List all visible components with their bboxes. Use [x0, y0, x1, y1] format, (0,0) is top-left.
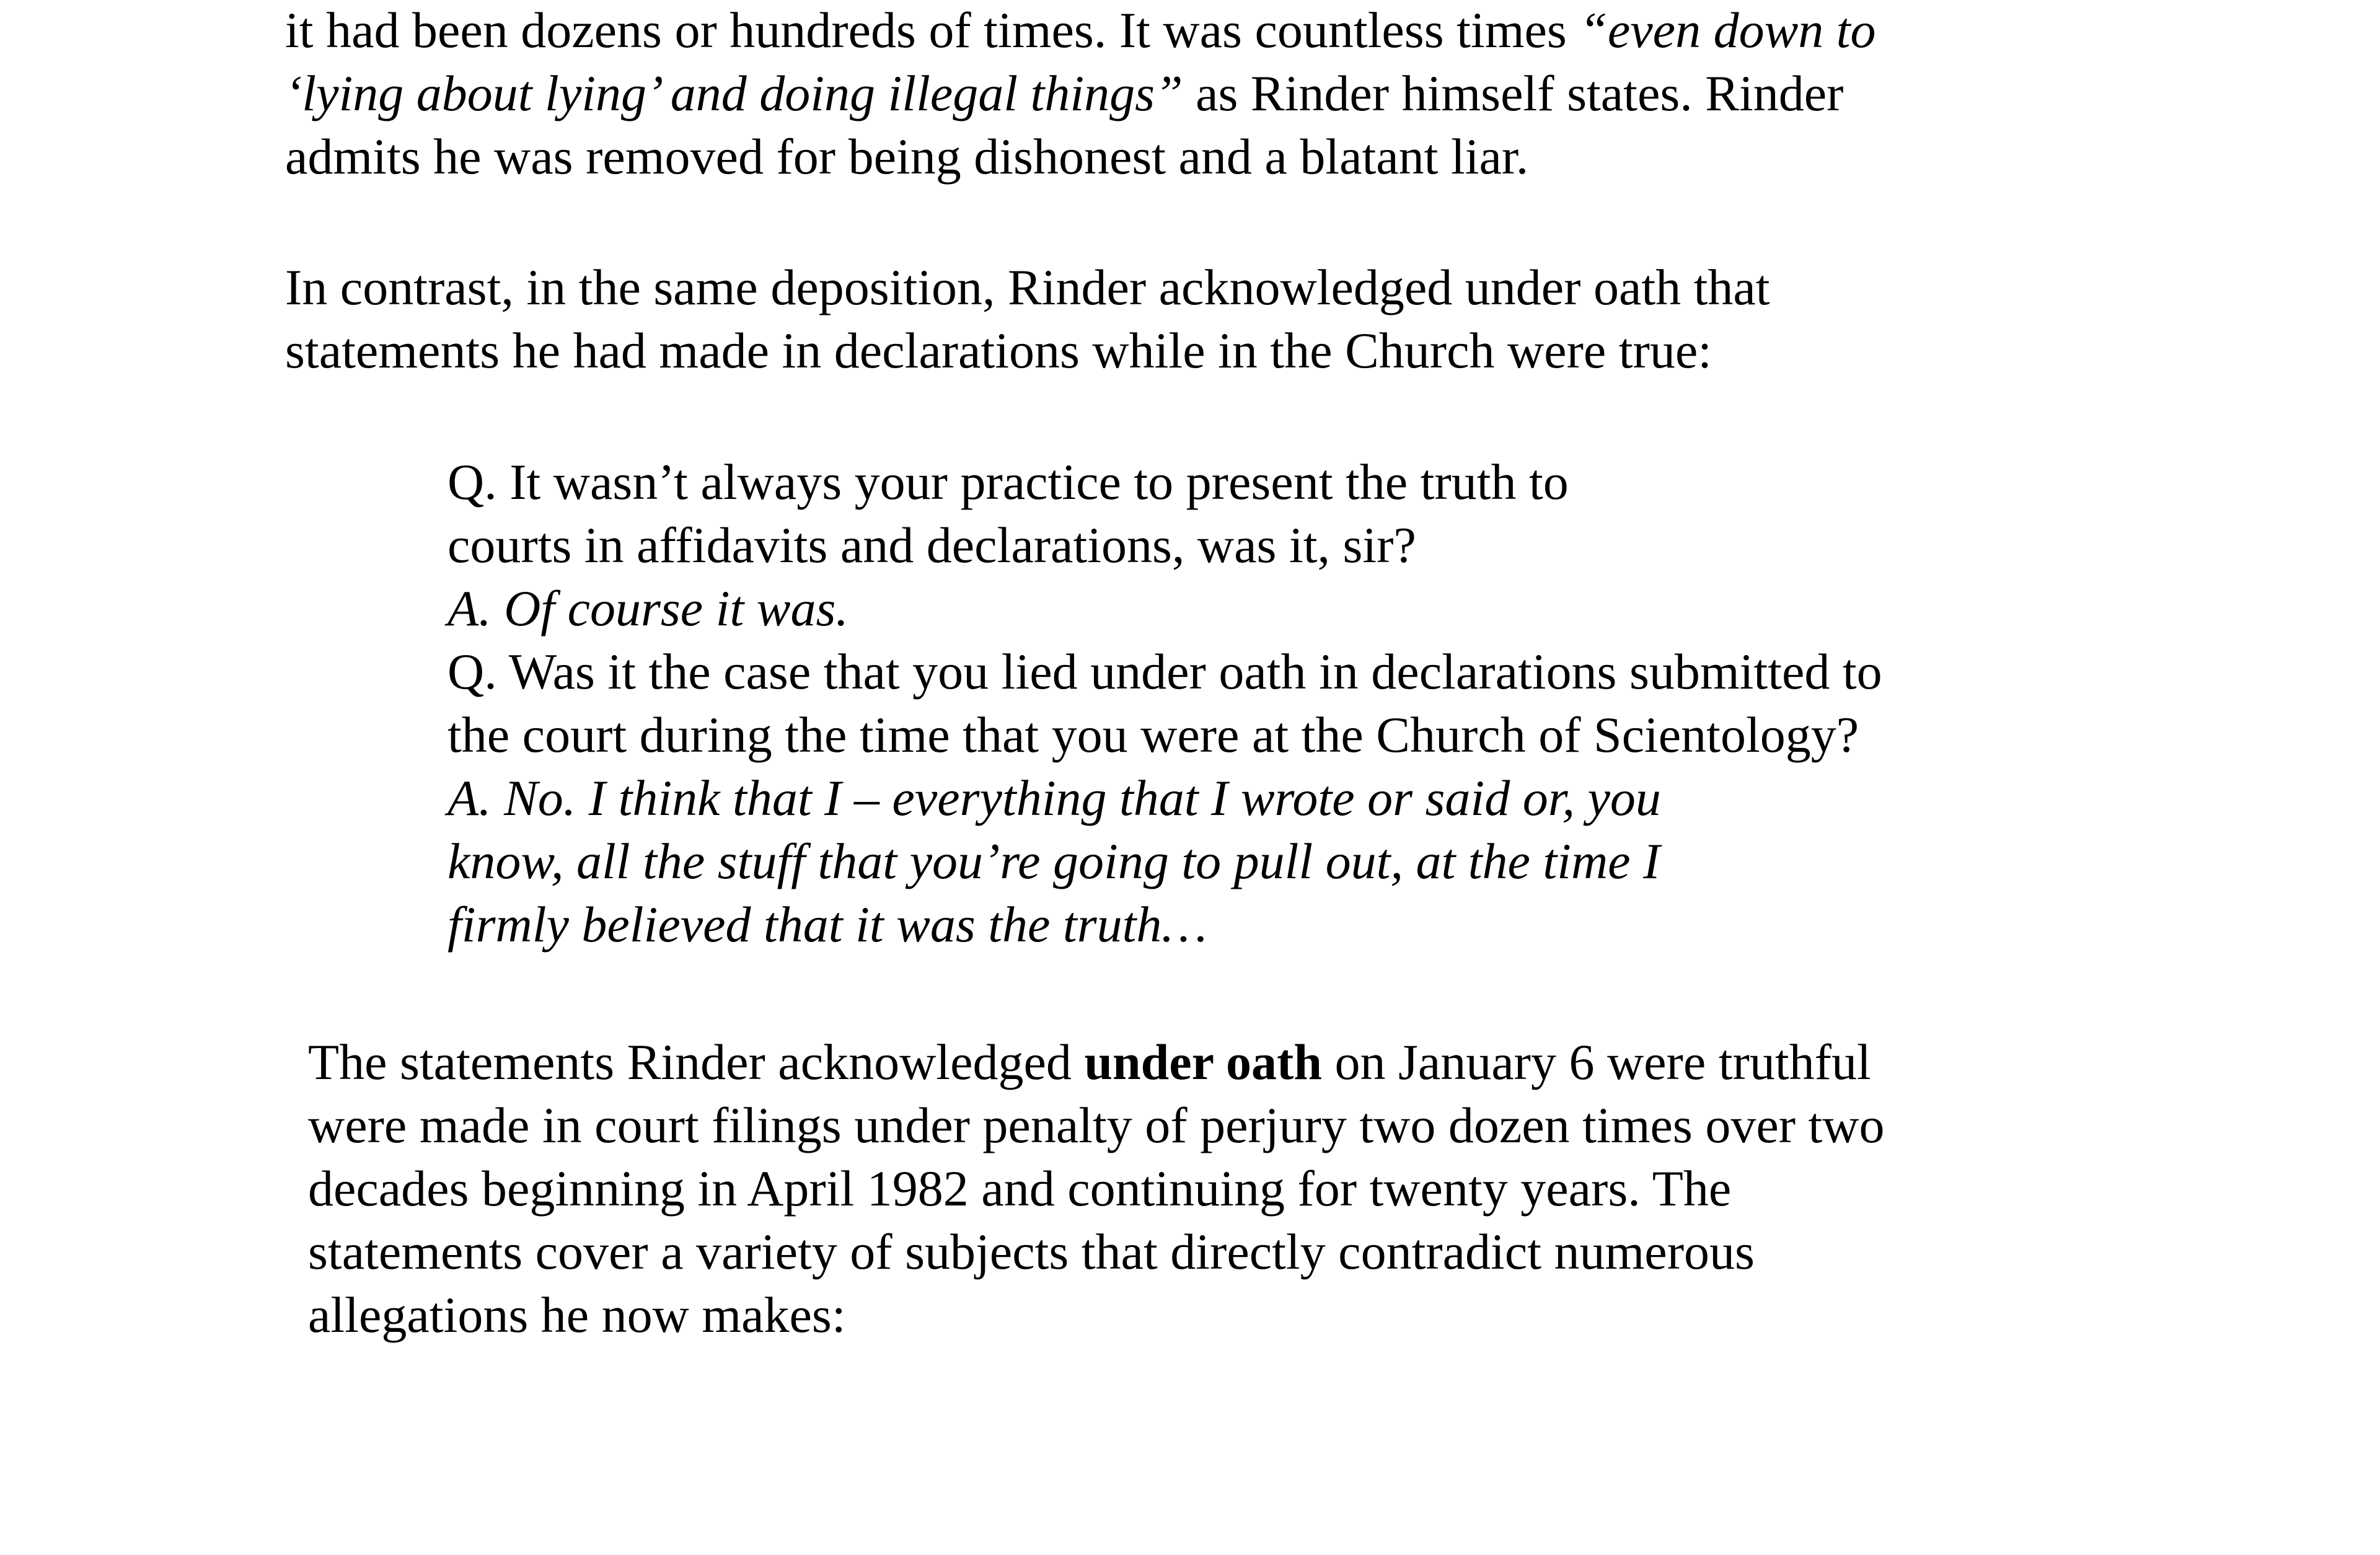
quoted-text: “even down to [1579, 2, 1876, 58]
text-line: In contrast, in the same deposition, Rinder acknowledged under oath that [285, 259, 1770, 315]
text-line: statements cover a variety of subjects that directly contradict numerous [308, 1223, 1755, 1280]
text-line [285, 0, 1876, 62]
text-line: were made in court filings under penalty of perjury two dozen times over two [308, 1097, 1885, 1153]
question-line: Q. It wasn’t always your practice to present the truth to [447, 454, 1569, 510]
text-run: as Rinder himself states. Rinder [1183, 65, 1844, 121]
text-line: decades beginning in April 1982 and continuing for twenty years. The [308, 1160, 1732, 1217]
answer-line: firmly believed that it was the truth… [447, 896, 1207, 953]
quoted-text: ‘lying about lying’ and doing illegal things” [285, 65, 1183, 121]
paragraph-contrast [285, 256, 1770, 382]
text-line [285, 62, 1876, 125]
question-line: the court during the time that you were at the Church of Scientology? [447, 707, 1859, 763]
text-line: statements he had made in declarations while in the Church were true: [285, 322, 1712, 379]
text-run: it had been dozens or hundreds of times. It was countless times [285, 2, 1580, 58]
bold-emphasis: under oath [1084, 1034, 1322, 1090]
answer-line: A. No. I think that I – everything that I wrote or said or, you [447, 770, 1661, 826]
text-run: on January 6 were truthful [1321, 1034, 1871, 1090]
text-line [308, 1031, 1885, 1094]
text-line: admits he was removed for being dishonest and a blatant liar. [285, 128, 1529, 185]
answer-line: know, all the stuff that you’re going to pull out, at the time I [447, 833, 1660, 889]
answer-line: A. Of course it was. [447, 580, 848, 637]
question-line: Q. Was it the case that you lied under oath in declarations submitted to [447, 643, 1882, 700]
paragraph-statements-under-oath [308, 1031, 1885, 1347]
paragraph-removal-admission [285, 0, 1876, 188]
question-line: courts in affidavits and declarations, was it, sir? [447, 517, 1416, 573]
deposition-quote-block [447, 451, 1882, 956]
text-line: allegations he now makes: [308, 1287, 846, 1343]
text-run: The statements Rinder acknowledged [308, 1034, 1085, 1090]
